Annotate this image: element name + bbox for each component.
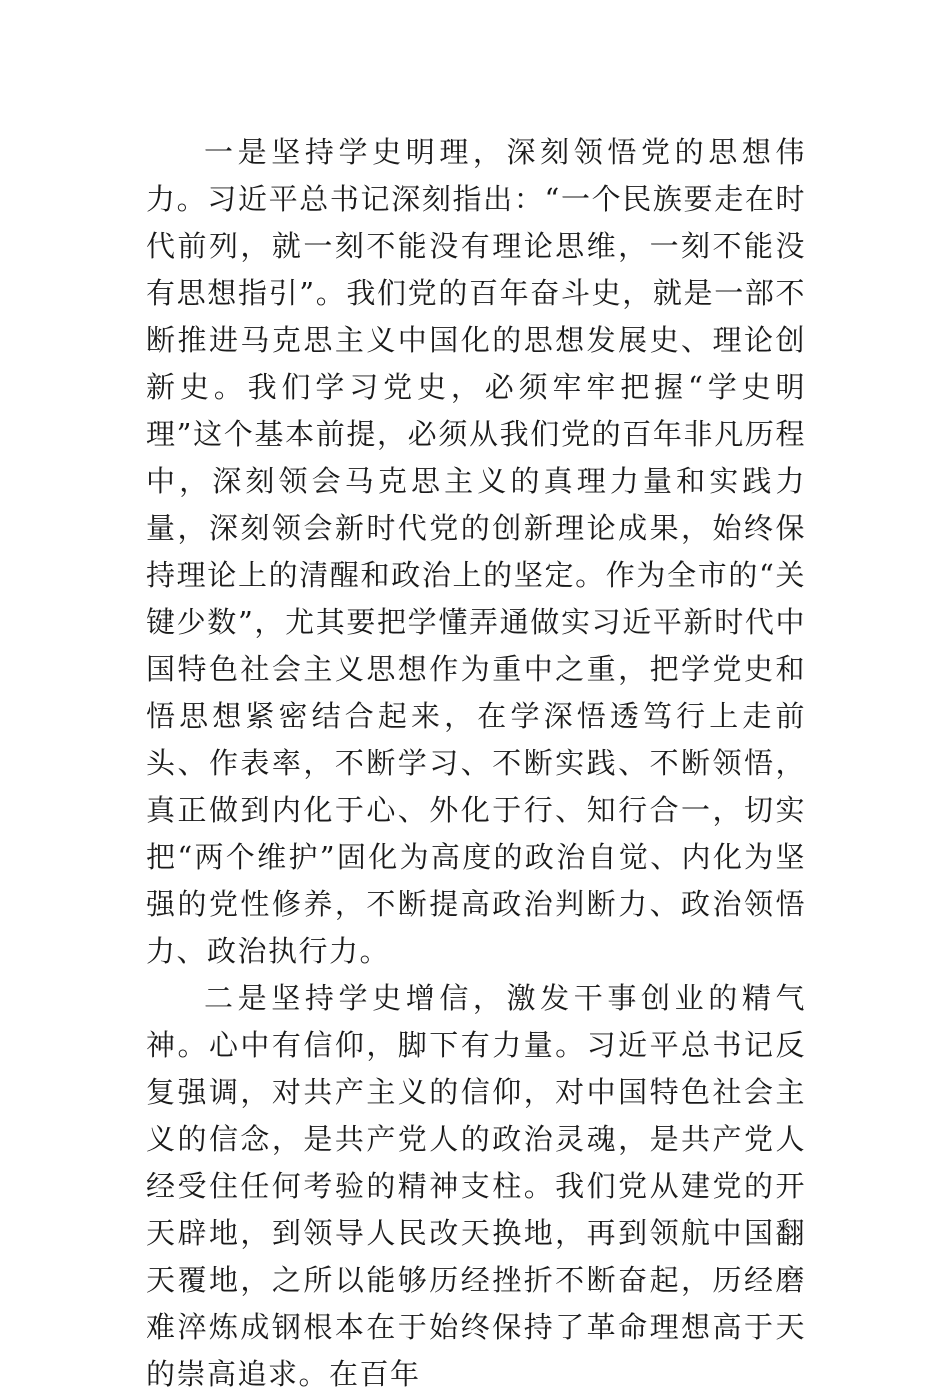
document-body xyxy=(146,129,806,1398)
paragraph-study-history-reason: 一是坚持学史明理，深刻领悟党的思想伟力。习近平总书记深刻指出：“一个民族要走在时代前列，就一刻不能没有理论思维，一刻不能没有思想指引”。我们党的百年奋斗史，就是一部不断推进马克思主义中国化的思想发展史、理论创新史。我们学习党史，必须牢牢把握“学史明理”这个基本前提，必须从我们党的百年非凡历程中，深刻领会马克思主义的真理力量和实践力量，深刻领会新时代党的创新理论成果，始终保持理论上的清醒和政治上的坚定。作为全市的“关键少数”，尤其要把学懂弄通做实习近平新时代中国特色社会主义思想作为重中之重，把学党史和悟思想紧密结合起来，在学深悟透笃行上走前头、作表率，不断学习、不断实践、不断领悟，真正做到内化于心、外化于行、知行合一，切实把“两个维护”固化为高度的政治自觉、内化为坚强的党性修养，不断提高政治判断力、政治领悟力、政治执行力。 xyxy=(146,135,806,968)
paragraph-study-history-confidence: 二是坚持学史增信，激发干事创业的精气神。心中有信仰，脚下有力量。习近平总书记反复强调，对共产主义的信仰，对中国特色社会主义的信念，是共产党人的政治灵魂，是共产党人经受住任何考验的精神支柱。我们党从建党的开天辟地，到领导人民改天换地，再到领航中国翻天覆地，之所以能够历经挫折不断奋起，历经磨难淬炼成钢根本在于始终保持了革命理想高于天的崇高追求。在百年 xyxy=(146,981,806,1391)
